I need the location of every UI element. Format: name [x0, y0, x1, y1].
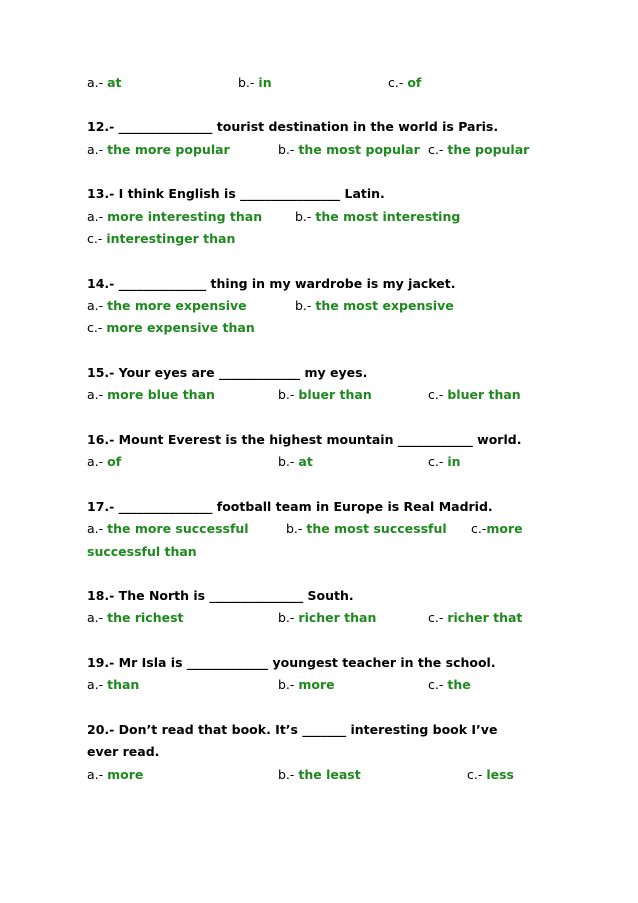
question-18-prompt: 18.- The North is _______________ South. [87, 588, 354, 603]
question-15-prompt: 15.- Your eyes are _____________ my eyes. [87, 365, 368, 380]
option-c: c.- in [428, 454, 461, 469]
option-a: a.- the more successful [87, 521, 249, 536]
option-b: b.- at [278, 454, 313, 469]
question-16-prompt: 16.- Mount Everest is the highest mountain ____________ world. [87, 432, 522, 447]
option-c: c.- richer that [428, 610, 523, 625]
option-c: c.-more [471, 521, 523, 536]
question-20-prompt-line-2: ever read. [87, 744, 160, 759]
option-a: a.- the more popular [87, 142, 230, 157]
option-c: c.- the [428, 677, 471, 692]
option-a: a.- more interesting than [87, 209, 263, 224]
option-b: b.- the least [278, 767, 361, 782]
option-a: a.- the more expensive [87, 298, 247, 313]
option-b: b.- richer than [278, 610, 377, 625]
option-b: b.- the most popular [278, 142, 420, 157]
option-c: c.- less [467, 767, 514, 782]
option-b: b.- the most expensive [295, 298, 454, 313]
option-c: c.- bluer than [428, 387, 521, 402]
question-17-option-c-continuation: successful than [87, 544, 197, 559]
question-13-prompt: 13.- I think English is ________________ Latin. [87, 186, 385, 201]
option-b: b.- the most interesting [295, 209, 461, 224]
question-14-option-c: c.- more expensive than [87, 320, 255, 335]
option-a: a.- more blue than [87, 387, 215, 402]
question-20-prompt-line-1: 20.- Don’t read that book. It’s _______ interesting book I’ve [87, 722, 498, 737]
option-a: a.- the richest [87, 610, 184, 625]
question-17-prompt: 17.- _______________ football team in Europe is Real Madrid. [87, 499, 493, 514]
option-b: b.- the most successful [286, 521, 447, 536]
option-a: a.- at [87, 75, 122, 90]
option-c: c.- the popular [428, 142, 530, 157]
question-12-prompt: 12.- _______________ tourist destination in the world is Paris. [87, 119, 499, 134]
option-c: c.- of [388, 75, 422, 90]
option-a: a.- more [87, 767, 144, 782]
question-13-option-c: c.- interestinger than [87, 231, 236, 246]
question-19-prompt: 19.- Mr Isla is _____________ youngest teacher in the school. [87, 655, 496, 670]
question-14-prompt: 14.- ______________ thing in my wardrobe is my jacket. [87, 276, 456, 291]
option-b: b.- bluer than [278, 387, 372, 402]
option-a: a.- of [87, 454, 122, 469]
option-b: b.- in [238, 75, 272, 90]
option-b: b.- more [278, 677, 335, 692]
option-a: a.- than [87, 677, 140, 692]
